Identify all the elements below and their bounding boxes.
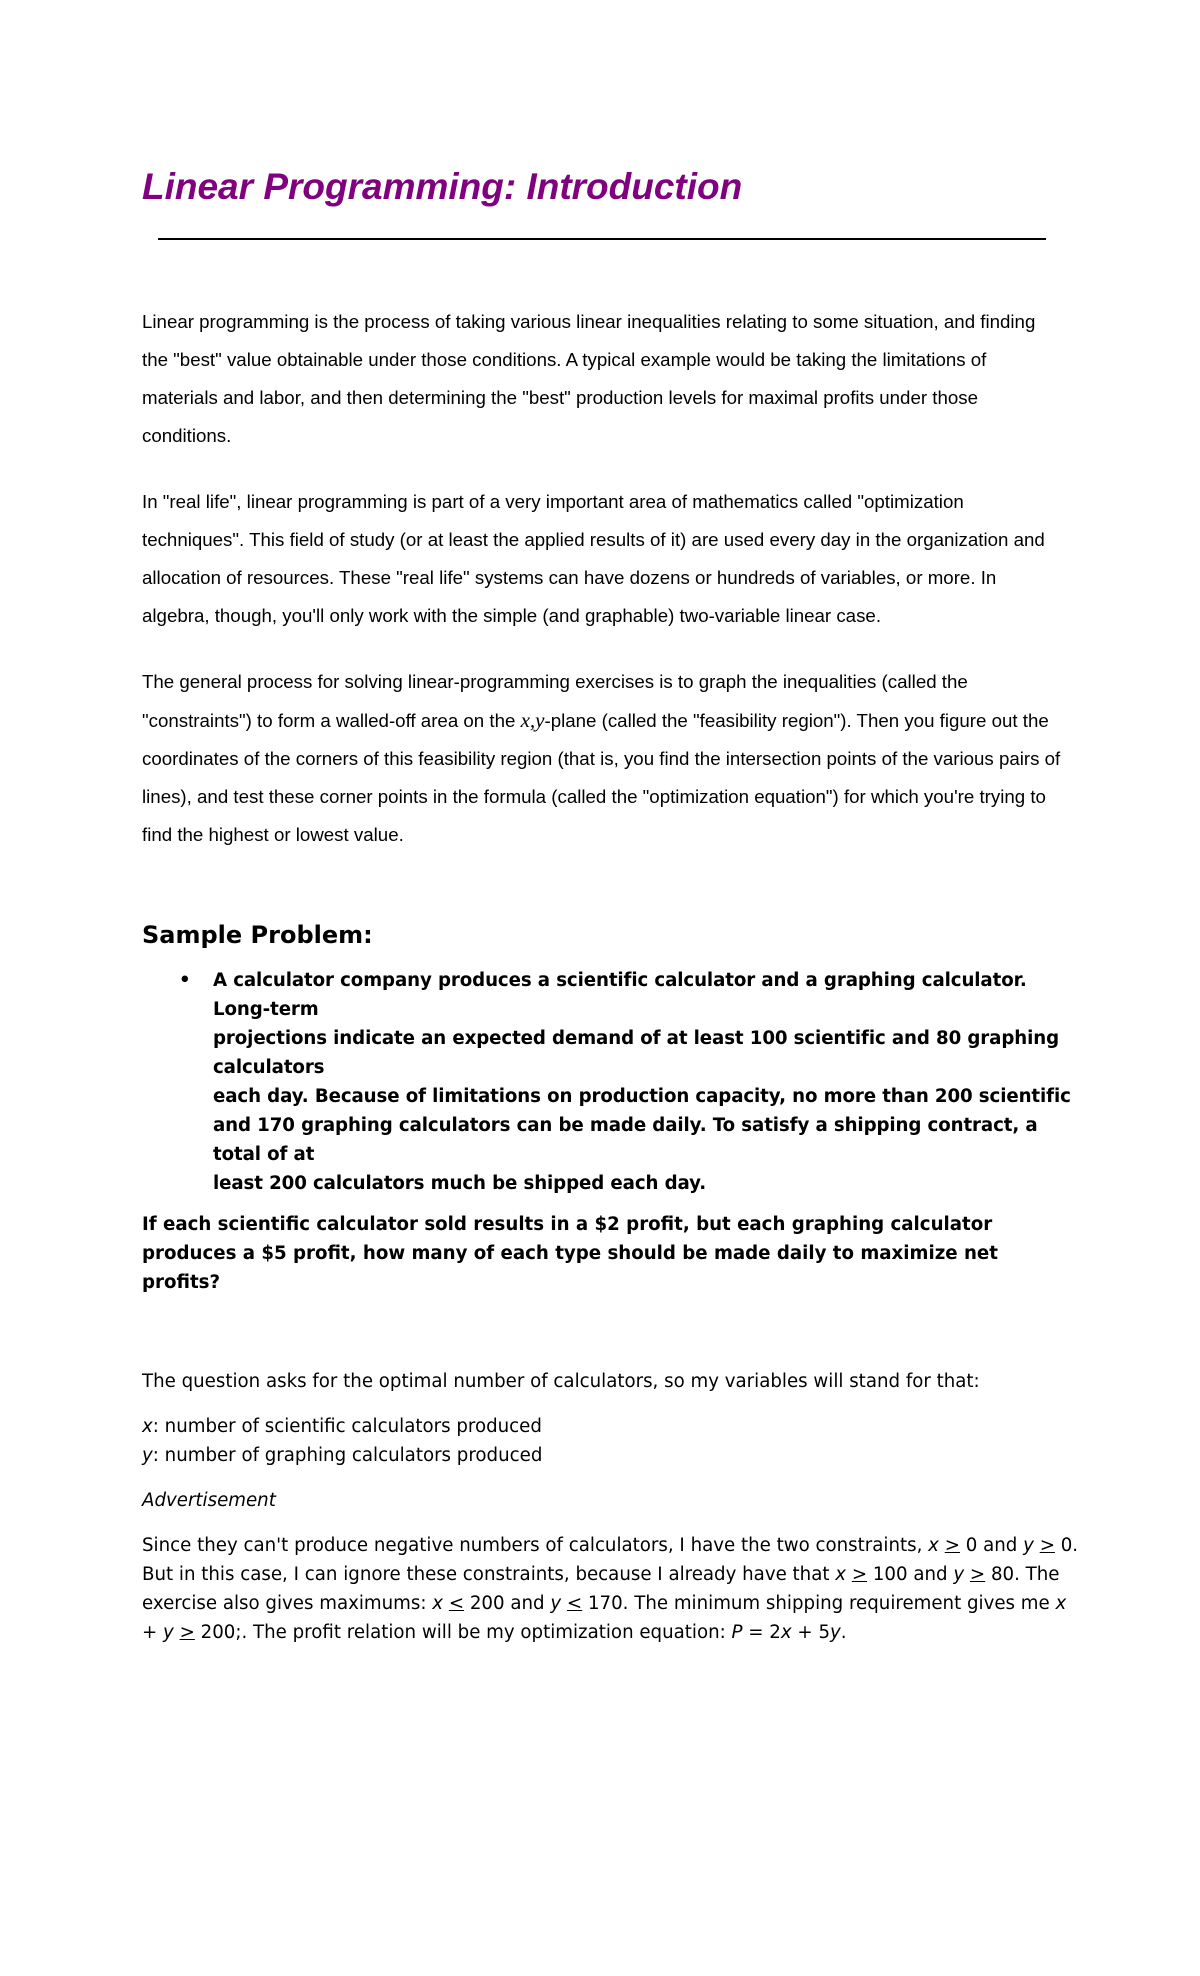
ge-symbol: > <box>179 1622 195 1643</box>
page-title: Linear Programming: Introduction <box>142 166 743 207</box>
le-symbol: < <box>448 1593 465 1614</box>
intro-section <box>142 303 1062 882</box>
var-x: x <box>1055 1593 1067 1614</box>
variables-intro: The question asks for the optimal number of calculators, so my variables will stand for that: <box>142 1371 980 1392</box>
title-divider <box>158 238 1046 240</box>
ge-symbol: > <box>851 1564 868 1585</box>
problem-line: projections indicate an expected demand of at least 100 scientific and 80 graphing calculators <box>213 1028 1060 1078</box>
constraints-text: 200 and <box>464 1593 551 1614</box>
problem-line: least 200 calculators much be shipped each day. <box>213 1173 707 1194</box>
constraints-paragraph <box>142 1531 1082 1647</box>
var-x: x <box>928 1535 939 1556</box>
ge-symbol: > <box>1039 1535 1055 1556</box>
sample-problem-section <box>142 918 1082 1647</box>
variable-x-desc: : number of scientific calculators produced <box>152 1416 542 1437</box>
advertisement-label: Advertisement <box>142 1490 276 1511</box>
var-y: y <box>163 1622 174 1643</box>
intro-paragraph: Linear programming is the process of taking various linear inequalities relating to some situation, and finding the "best" value obtainable under those conditions. A typical example would be taking the limitations of materials and labor, and then determining the "best" production levels for maximal profits under those conditions. <box>142 311 1036 446</box>
problem-line: each day. Because of limitations on production capacity, no more than 200 scientific <box>213 1086 1071 1107</box>
ge-symbol: > <box>969 1564 986 1585</box>
constraints-text: + <box>142 1622 164 1643</box>
var-x: x <box>780 1622 792 1643</box>
constraints-text: 0 and <box>959 1535 1024 1556</box>
general-process-text: The general process for solving linear-programming exercises is to graph the inequalities (called the "constraints") to form a walled-off area on the <box>142 671 968 731</box>
constraints-text: + 5 <box>791 1622 831 1643</box>
sample-problem-heading: Sample Problem: <box>142 921 373 949</box>
constraints-text: . <box>840 1622 847 1643</box>
variable-x-definition <box>142 1412 1082 1441</box>
variable-definitions <box>142 1412 1082 1470</box>
constraints-text: 80. The exercise also gives maximums: <box>142 1564 1060 1614</box>
problem-bullet-item <box>142 966 1082 1198</box>
general-process-text: -plane (called the "feasibility region"). Then you figure out the coordinates of the corners of this feasibility region (that is, you find the intersection points of the various pairs of lines), and test these corner points in the formula (called the "optimization equation") for which you're trying to find the highest or lowest value. <box>142 710 1061 845</box>
constraints-text: 200;. The profit relation will be my optimization equation: <box>194 1622 732 1643</box>
variable-x-name: x <box>142 1416 153 1437</box>
constraints-text: = 2 <box>742 1622 781 1643</box>
bullet-icon: • <box>179 970 191 991</box>
var-x: x <box>835 1564 847 1585</box>
var-y: y <box>1023 1535 1034 1556</box>
general-process-paragraph <box>142 663 1062 854</box>
constraints-text: 0. But in this case, I can ignore these constraints, because I already have that <box>142 1535 1079 1585</box>
ge-symbol: > <box>944 1535 960 1556</box>
problem-question: If each scientific calculator sold results in a $2 profit, but each graphing calculator produces a $5 profit, how many of each type should be made daily to maximize net profits? <box>142 1214 998 1293</box>
var-x: x <box>432 1593 444 1614</box>
var-y: y <box>830 1622 841 1643</box>
constraints-text: 170. The minimum shipping requirement gives me <box>582 1593 1056 1614</box>
xy-plane-math: x,y <box>520 708 545 732</box>
var-p: P <box>731 1622 743 1643</box>
intro-paragraph: In "real life", linear programming is part of a very important area of mathematics called "optimization techniques". This field of study (or at least the applied results of it) are used every day in the organization and allocation of resources. These "real life" systems can have dozens or hundreds of variables, or more. In algebra, though, you'll only work with the simple (and graphable) two-variable linear case. <box>142 491 1045 626</box>
variable-y-name: y <box>142 1445 153 1466</box>
variable-y-definition <box>142 1441 1082 1470</box>
problem-line: and 170 graphing calculators can be made daily. To satisfy a shipping contract, a total of at <box>213 1115 1038 1165</box>
variable-y-desc: : number of graphing calculators produced <box>152 1445 543 1466</box>
constraints-text: 100 and <box>867 1564 954 1585</box>
problem-bullet-list <box>142 966 1082 1198</box>
constraints-text: Since they can't produce negative numbers of calculators, I have the two constraints, <box>142 1535 929 1556</box>
var-y: y <box>953 1564 965 1585</box>
var-y: y <box>550 1593 562 1614</box>
le-symbol: < <box>566 1593 583 1614</box>
problem-line: A calculator company produces a scientific calculator and a graphing calculator. Long-term <box>213 970 1027 1020</box>
